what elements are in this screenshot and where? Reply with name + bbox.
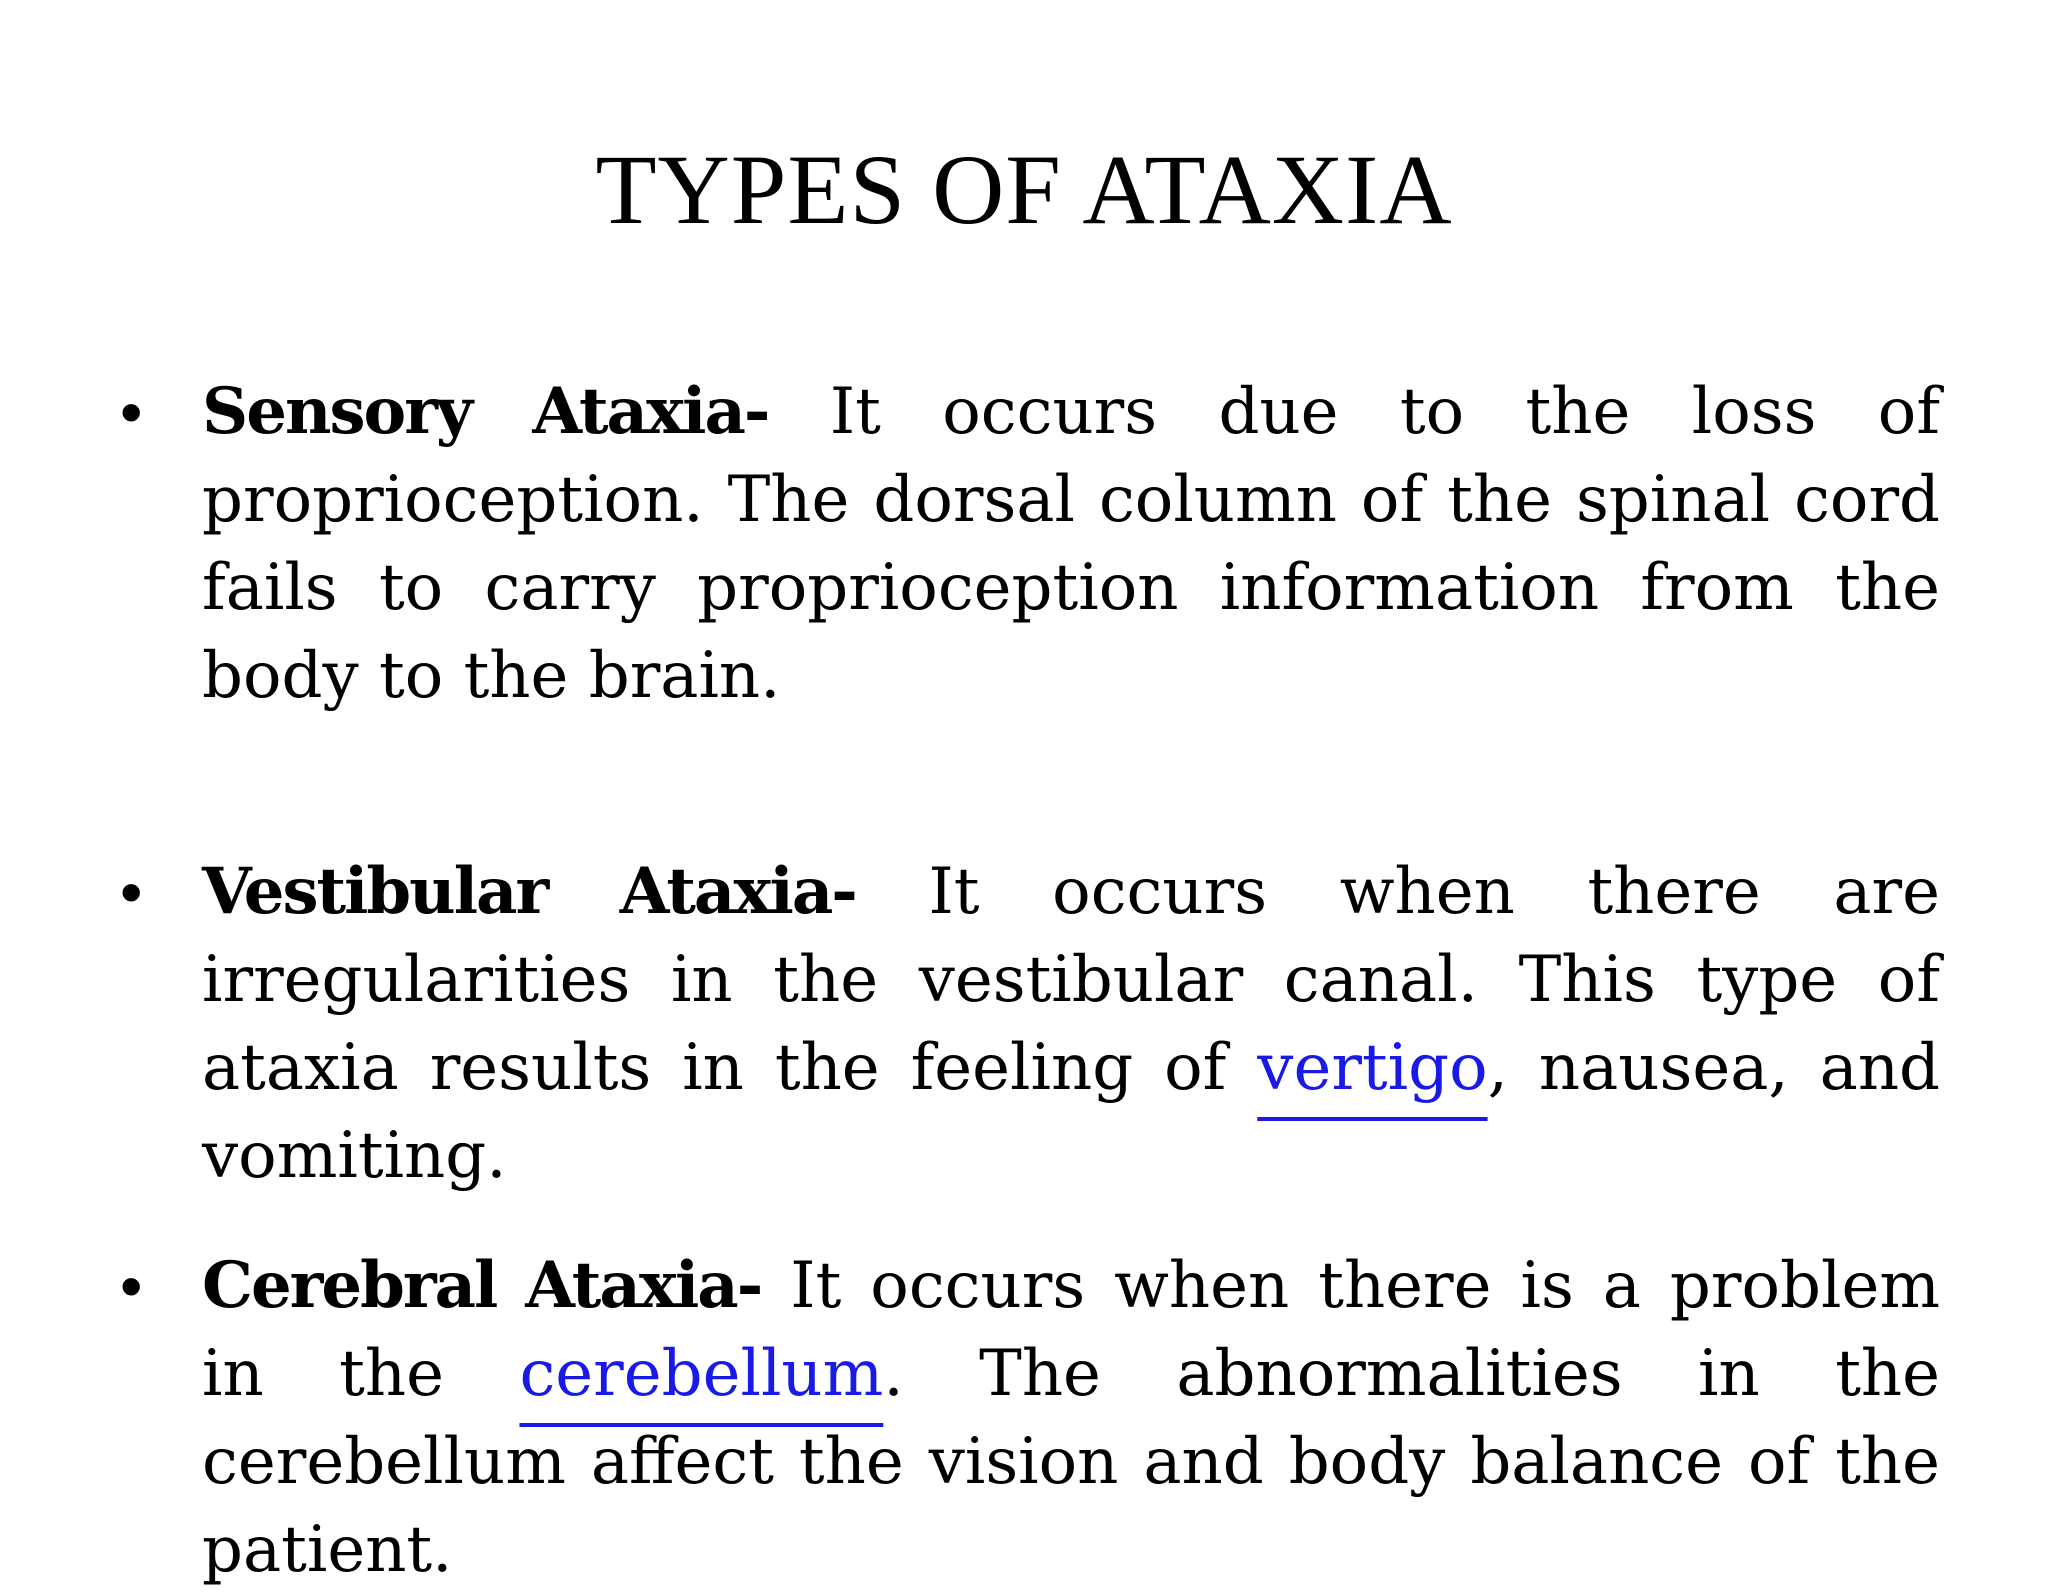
term-cerebral-ataxia: Cerebral Ataxia- — [202, 1248, 762, 1323]
description-sensory-ataxia: It occurs due to the loss of proprioception. The dorsal column of the spinal cord fails to carry proprioception information from the body to the brain. — [202, 375, 1940, 713]
link-cerebellum[interactable]: cerebellum — [519, 1337, 884, 1411]
bullet-text — [202, 368, 1940, 720]
bullet-icon: • — [120, 856, 143, 928]
slide-title: TYPES OF ATAXIA — [595, 134, 1453, 245]
link-vertigo[interactable]: vertigo — [1257, 1031, 1488, 1105]
description-vestibular-ataxia-part2: , nausea, and vomiting. — [202, 1031, 1941, 1193]
bullet-icon: • — [120, 1250, 143, 1322]
term-vestibular-ataxia: Vestibular Ataxia- — [202, 854, 856, 929]
bullet-text — [202, 848, 1940, 1200]
bullet-icon: • — [120, 376, 143, 448]
description-vestibular-ataxia-part1: It occurs when there are irregularities in the vestibular canal. This type of ataxia results in the feeling of — [202, 855, 1940, 1105]
description-cerebral-ataxia-part1: It occurs when there is a problem in the — [202, 1249, 1941, 1411]
bullet-text — [202, 1242, 1940, 1594]
term-sensory-ataxia: Sensory Ataxia- — [202, 374, 769, 449]
description-cerebral-ataxia-part2: . The abnormalities in the cerebellum affect the vision and body balance of the patient. — [202, 1337, 1941, 1587]
